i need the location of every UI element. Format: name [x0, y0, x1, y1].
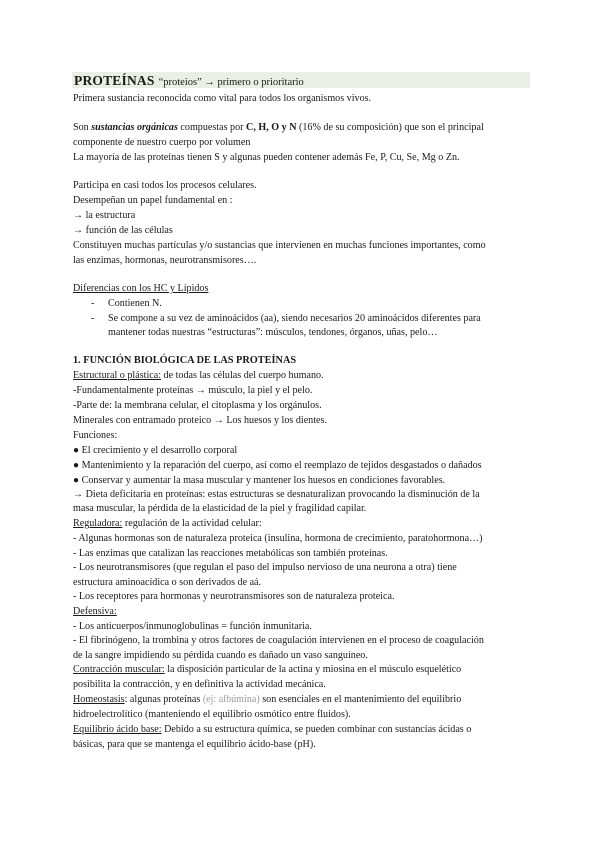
homeostasis-post: son esenciales en el mantenimiento del equilibrio: [259, 694, 462, 705]
estructural-s3: Minerales con entramado proteico → Los huesos y los dientes.: [73, 415, 327, 426]
equilibrio-line2: básicas, para que se mantenga el equilibrio ácido-base (pH).: [73, 739, 316, 750]
roles-line2: Desempeñan un papel fundamental en :: [73, 195, 233, 206]
reguladora-line: [73, 517, 533, 530]
roles-line4: → función de las células: [73, 225, 173, 236]
composition-emphasis: sustancias orgánicas: [91, 122, 178, 133]
estructural-label: Estructural o plástica:: [73, 370, 162, 381]
composition-mid: compuestas por: [177, 122, 247, 133]
funciones-bullet2: ● Mantenimiento y la reparación del cuerpo, así como el reemplazo de tejidos desgastados o dañados: [73, 460, 482, 471]
funciones-bullet1: ● El crecimiento y el desarrollo corporal: [73, 445, 238, 456]
diferencias-item: Se compone a su vez de aminoácidos (aa), siendo necesarios 20 aminoácidos diferentes para: [108, 313, 481, 324]
section1-heading: 1. FUNCIÓN BIOLÓGICA DE LAS PROTEÍNAS: [73, 355, 297, 366]
reguladora-label: Reguladora:: [73, 518, 123, 529]
reguladora-r1: - Algunas hormonas son de naturaleza proteica (insulina, hormona de crecimiento, paratohormona…): [73, 533, 483, 544]
intro-text: Primera sustancia reconocida como vital para todos los organismos vivos.: [73, 93, 372, 104]
page-title: [74, 73, 304, 90]
funciones-note1: → Dieta deficitaria en proteínas: estas estructuras se desnaturalizan provocando la disminución de la: [73, 489, 480, 500]
diferencias-item: mantener todas nuestras “estructuras”: músculos, tendones, órganos, uñas, pelo…: [108, 327, 438, 338]
estructural-s2: -Parte de: la membrana celular, el citoplasma y los orgánulos.: [73, 400, 322, 411]
composition-pre: Son: [73, 122, 92, 133]
homeostasis-example: (ej: albúmina): [202, 694, 260, 705]
dash-bullet: -: [91, 313, 95, 324]
composition-line: [73, 121, 533, 134]
dash-bullet: -: [91, 298, 95, 309]
defensiva-d3: de la sangre impidiendo su pérdida cuando es dañado un vaso sanguíneo.: [73, 650, 368, 661]
reguladora-text: regulación de la actividad celular:: [122, 518, 262, 529]
composition-line3: La mayoría de las proteínas tienen S y algunas pueden contener además Fe, P, Cu, Se, Mg o Zn.: [73, 152, 460, 163]
composition-post: (16% de su composición) que son el principal: [296, 122, 484, 133]
composition-elements: C, H, O y N: [246, 122, 297, 133]
contraccion-line2: posibilita la contracción, y en definitiva la actividad mecánica.: [73, 679, 326, 690]
composition-line2: componente de nuestro cuerpo por volumen: [73, 137, 251, 148]
roles-line5: Constituyen muchas partículas y/o sustancias que intervienen en muchas funciones importantes, como: [73, 240, 486, 251]
title-subtitle: “proteios” → primero o prioritario: [158, 77, 304, 88]
reguladora-r5: - Los receptores para hormonas y neurotransmisores son de naturaleza proteica.: [73, 591, 395, 602]
estructural-line: [73, 369, 533, 382]
homeostasis-line2: hidroelectrolítico (manteniendo el equilibrio osmótico entre fluidos).: [73, 709, 351, 720]
reguladora-r3: - Los neurotransmisores (que regulan el paso del impulso nervioso de una neurona a otra) tiene: [73, 562, 457, 573]
funciones-bullet3: ● Conservar y aumentar la masa muscular y mantener los huesos en condiciones favorables.: [73, 475, 446, 486]
equilibrio-line: [73, 723, 533, 736]
homeostasis-pre: : algunas proteínas: [124, 694, 203, 705]
defensiva-d2: - El fibrinógeno, la trombina y otros factores de coagulación intervienen en el proceso de coagulación: [73, 635, 484, 646]
funciones-note2: masa muscular, la pérdida de la elasticidad de la piel y fragilidad capilar.: [73, 503, 367, 514]
homeostasis-line: [73, 693, 533, 706]
contraccion-text: la disposición particular de la actina y miosina en el músculo esquelético: [164, 664, 462, 675]
estructural-text: de todas las células del cuerpo humano.: [161, 370, 324, 381]
equilibrio-label: Equilibrio ácido base:: [73, 724, 162, 735]
defensiva-label: Defensiva:: [73, 606, 117, 617]
reguladora-r2: - Las enzimas que catalizan las reacciones metabólicas son también proteínas.: [73, 548, 388, 559]
estructural-s1: -Fundamentalmente proteínas → músculo, la piel y el pelo.: [73, 385, 313, 396]
roles-line6: las enzimas, hormonas, neurotransmisores….: [73, 255, 257, 266]
funciones-label: Funciones:: [73, 430, 118, 441]
contraccion-line: [73, 663, 533, 676]
diferencias-item: Contienen N.: [108, 298, 162, 309]
roles-line1: Participa en casi todos los procesos celulares.: [73, 180, 257, 191]
defensiva-d1: - Los anticuerpos/inmunoglobulinas = función inmunitaria.: [73, 621, 312, 632]
contraccion-label: Contracción muscular:: [73, 664, 165, 675]
title-main: PROTEÍNAS: [74, 73, 155, 88]
diferencias-heading: Diferencias con los HC y Lípidos: [73, 283, 209, 294]
roles-line3: → la estructura: [73, 210, 136, 221]
homeostasis-label: Homeostasis: [73, 694, 125, 705]
reguladora-r4: estructura aminoacídica o son derivados de aá.: [73, 577, 262, 588]
equilibrio-text: Debido a su estructura química, se pueden combinar con sustancias ácidas o: [161, 724, 472, 735]
